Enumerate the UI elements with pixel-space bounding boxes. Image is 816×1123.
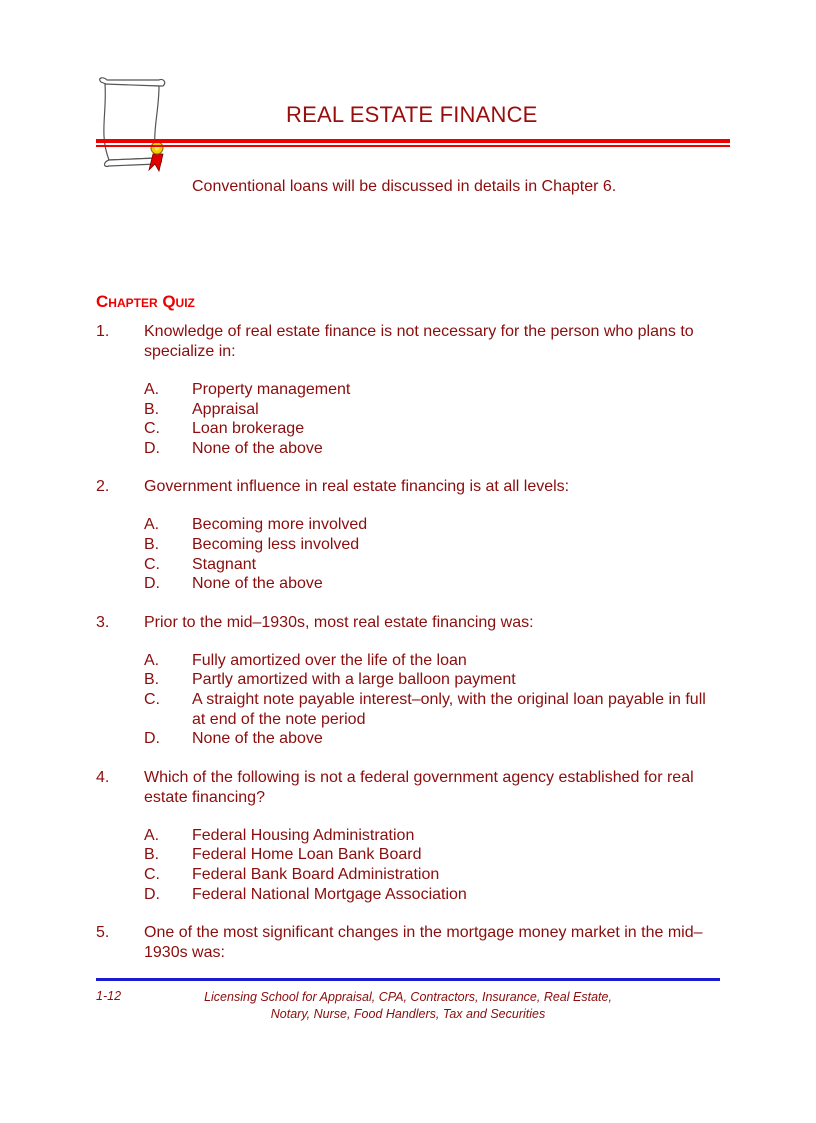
footer-line-1: Licensing School for Appraisal, CPA, Contractors, Insurance, Real Estate, xyxy=(204,990,612,1004)
option-text: Federal Bank Board Administration xyxy=(192,865,440,883)
footer-rule xyxy=(96,978,720,981)
answer-option xyxy=(96,574,726,594)
answer-option xyxy=(96,845,726,865)
question-text: One of the most significant changes in the mortgage money market in the mid–1930s was: xyxy=(144,924,703,962)
question-number: 2. xyxy=(96,478,110,496)
option-letter: A. xyxy=(144,651,160,669)
question-text: Which of the following is not a federal government agency established for real estate financing? xyxy=(144,768,694,806)
answer-option xyxy=(96,865,726,885)
section-title: Chapter Quiz xyxy=(96,292,195,311)
option-letter: B. xyxy=(144,400,160,418)
answer-option xyxy=(96,555,726,575)
question-number: 3. xyxy=(96,613,110,631)
option-letter: D. xyxy=(144,885,160,903)
option-text: Partly amortized with a large balloon payment xyxy=(192,671,516,689)
option-letter: A. xyxy=(144,826,160,844)
answer-option xyxy=(96,535,726,555)
question-5 xyxy=(96,923,726,963)
answer-option xyxy=(96,380,726,400)
option-text: A straight note payable interest–only, with the original loan payable in full at end of the note period xyxy=(192,690,706,728)
option-letter: C. xyxy=(144,865,160,883)
answer-options xyxy=(96,826,726,904)
option-text: None of the above xyxy=(192,730,323,748)
question-number: 4. xyxy=(96,768,110,786)
diploma-scroll-icon xyxy=(93,74,173,174)
answer-option xyxy=(96,885,726,905)
footer-line-2: Notary, Nurse, Food Handlers, Tax and Securities xyxy=(270,1007,546,1021)
page-title: REAL ESTATE FINANCE xyxy=(286,102,538,127)
option-text: Loan brokerage xyxy=(192,420,305,438)
answer-option xyxy=(96,515,726,535)
question-text: Prior to the mid–1930s, most real estate financing was: xyxy=(144,613,534,631)
option-text: Federal Home Loan Bank Board xyxy=(192,846,422,864)
answer-option xyxy=(96,826,726,846)
answer-option xyxy=(96,439,726,459)
page-number: 1-12 xyxy=(96,989,122,1003)
option-letter: B. xyxy=(144,535,160,553)
answer-option xyxy=(96,651,726,671)
question-number: 1. xyxy=(96,323,110,340)
option-text: None of the above xyxy=(192,439,323,457)
option-letter: D. xyxy=(144,439,160,457)
question-3 xyxy=(96,613,726,749)
option-letter: B. xyxy=(144,846,160,864)
header-rule-thin xyxy=(96,145,730,147)
answer-option xyxy=(96,670,726,690)
option-letter: C. xyxy=(144,420,160,438)
option-letter: D. xyxy=(144,730,160,748)
header-rule xyxy=(96,139,730,143)
question-text: Government influence in real estate financing is at all levels: xyxy=(144,478,570,496)
option-letter: A. xyxy=(144,381,160,398)
option-text: Becoming less involved xyxy=(192,535,360,553)
option-text: Federal Housing Administration xyxy=(192,826,415,844)
answer-options xyxy=(96,651,726,749)
option-text: Fully amortized over the life of the loan xyxy=(192,651,467,669)
question-1 xyxy=(96,322,726,458)
option-letter: D. xyxy=(144,575,160,593)
quiz xyxy=(96,322,726,982)
option-text: Appraisal xyxy=(192,400,259,418)
answer-option xyxy=(96,690,726,729)
option-letter: B. xyxy=(144,671,160,689)
answer-option xyxy=(96,400,726,420)
option-letter: C. xyxy=(144,555,160,573)
question-4 xyxy=(96,768,726,904)
option-text: Property management xyxy=(192,381,351,398)
answer-option xyxy=(96,419,726,439)
option-text: Becoming more involved xyxy=(192,516,368,534)
intro-text: Conventional loans will be discussed in details in Chapter 6. xyxy=(192,178,617,195)
answer-options xyxy=(96,515,726,593)
footer-text xyxy=(186,989,630,1023)
question-number: 5. xyxy=(96,924,110,942)
option-text: None of the above xyxy=(192,575,323,593)
answer-option xyxy=(96,729,726,749)
question-text: Knowledge of real estate finance is not necessary for the person who plans to specialize in: xyxy=(144,323,694,360)
option-letter: C. xyxy=(144,690,160,708)
option-text: Federal National Mortgage Association xyxy=(192,885,467,903)
question-2 xyxy=(96,477,726,593)
answer-options xyxy=(96,380,726,458)
option-letter: A. xyxy=(144,516,160,534)
option-text: Stagnant xyxy=(192,555,257,573)
